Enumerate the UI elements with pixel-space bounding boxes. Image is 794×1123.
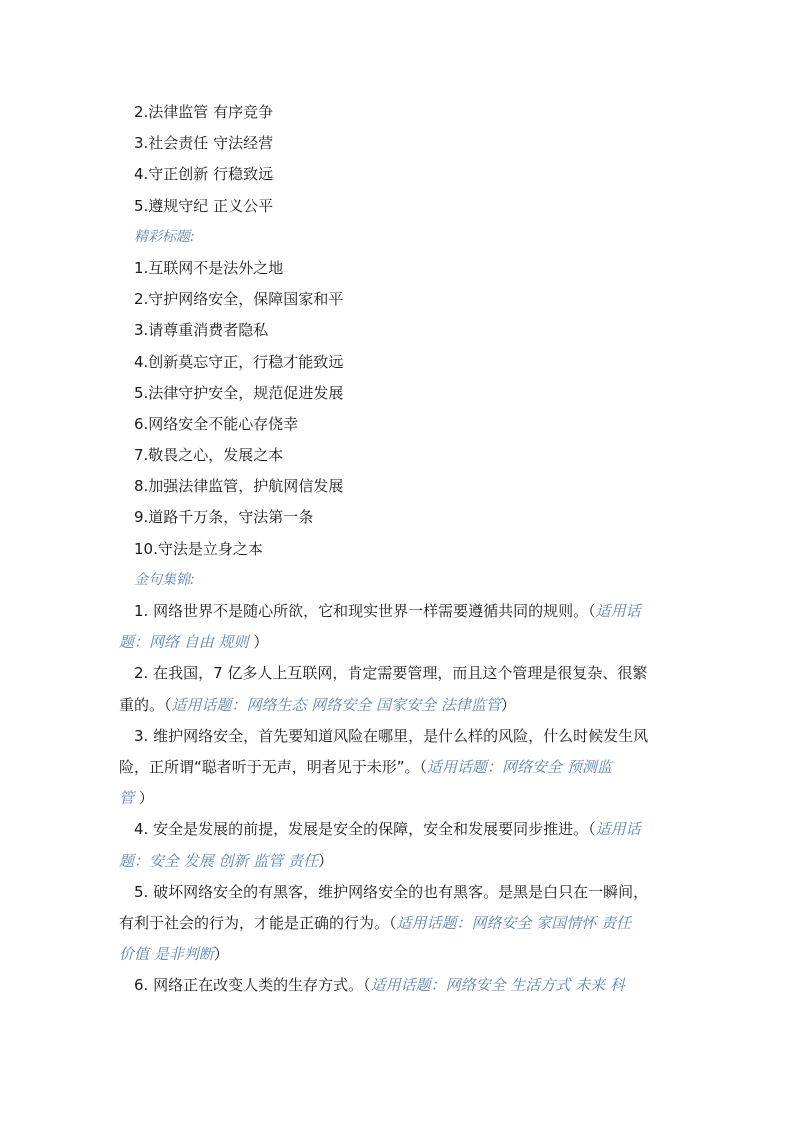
quote-text: 有利于社会的行为，才能是正确的行为。（ [119,913,397,932]
quote-text: ） [213,945,229,964]
quote-2-line-2 [0,690,794,721]
quote-text: 2. 在我国，7 亿多人上互联网，肯定需要管理，而且这个管理是很复杂、很繁 [134,664,648,683]
quote-text: 3. 维护网络安全，首先要知道风险在哪里，是什么样的风险，什么时候发生风 [134,726,649,745]
title-item: 6.网络安全不能心存侥幸 [134,414,299,433]
outline-list [0,97,794,222]
title-item: 2.守护网络安全，保障国家和平 [134,290,344,309]
quote-topic-tag: 题：安全 发展 创新 监管 责任 [119,851,319,870]
title-item: 7.敬畏之心，发展之本 [134,446,284,465]
title-item: 10.守法是立身之本 [134,539,263,558]
title-item: 8.加强法律监管，护航网信发展 [134,477,344,496]
quote-topic-tag: 适用话 [595,602,641,620]
quote-topic-tag: 适用话 [595,820,641,839]
quote-text: 5. 破坏网络安全的有黑客，维护网络安全的也有黑客。是黑是白只在一瞬间， [134,882,649,901]
titles-list [0,253,794,565]
document-body [0,97,794,1001]
quote-text: 4. 安全是发展的前提，发展是安全的保障，安全和发展要同步推进。（ [134,820,596,839]
quote-topic-tag: 适用话题：网络安全 预测监 [427,757,612,776]
quote-2-line-1 [0,658,794,689]
quote-topic-tag: 价值 是非判断 [119,945,214,964]
title-item: 9.道路千万条，守法第一条 [134,508,314,527]
quote-6-line-1 [0,970,794,1001]
quote-text: ） [134,789,154,808]
title-item: 5.法律守护安全，规范促进发展 [134,383,344,402]
quote-1-line-2 [0,627,794,658]
quote-text: 6. 网络正在改变人类的生存方式。（ [134,976,371,995]
outline-item: 2.法律监管 有序竞争 [134,103,274,121]
quote-3-line-3 [0,783,794,814]
quote-text: 1. 网络世界不是随心所欲，它和现实世界一样需要遵循共同的规则。（ [134,602,596,620]
title-item: 4.创新莫忘守正，行稳才能致远 [134,352,344,371]
title-item: 1.互联网不是法外之地 [134,258,284,277]
quote-4-line-2 [0,846,794,877]
quote-4-line-1 [0,814,794,845]
quote-3-line-1 [0,721,794,752]
outline-item: 4.守正创新 行稳致远 [134,165,274,184]
quote-5-line-2 [0,908,794,939]
outline-item: 5.遵规守纪 正义公平 [134,196,274,215]
quote-topic-tag: 管 [119,789,135,808]
quote-1-line-1 [0,596,794,627]
quote-text: ） [248,633,269,652]
quotes-heading: 金句集锦: [134,571,195,588]
quote-5-line-1 [0,877,794,908]
quote-text: 险，正所谓“聪者听于无声，明者见于未形”。（ [119,757,428,776]
quote-topic-tag: 题：网络 自由 规则 [119,633,249,652]
title-item: 3.请尊重消费者隐私 [134,321,269,340]
titles-heading: 精彩标题: [134,228,195,245]
quote-topic-tag: 适用话题：网络安全 生活方式 未来 科 [370,976,625,995]
quotes-list [0,596,794,1001]
quote-3-line-2 [0,752,794,783]
quote-topic-tag: 适用话题：网络安全 家国情怀 责任 [396,913,632,932]
quote-text: ） [318,851,334,870]
quote-text: ） [500,695,516,714]
quote-topic-tag: 适用话题：网络生态 网络安全 国家安全 法律监管 [171,695,501,714]
outline-item: 3.社会责任 守法经营 [134,134,274,153]
quote-text: 重的。（ [119,695,172,714]
quote-5-line-3 [0,939,794,970]
